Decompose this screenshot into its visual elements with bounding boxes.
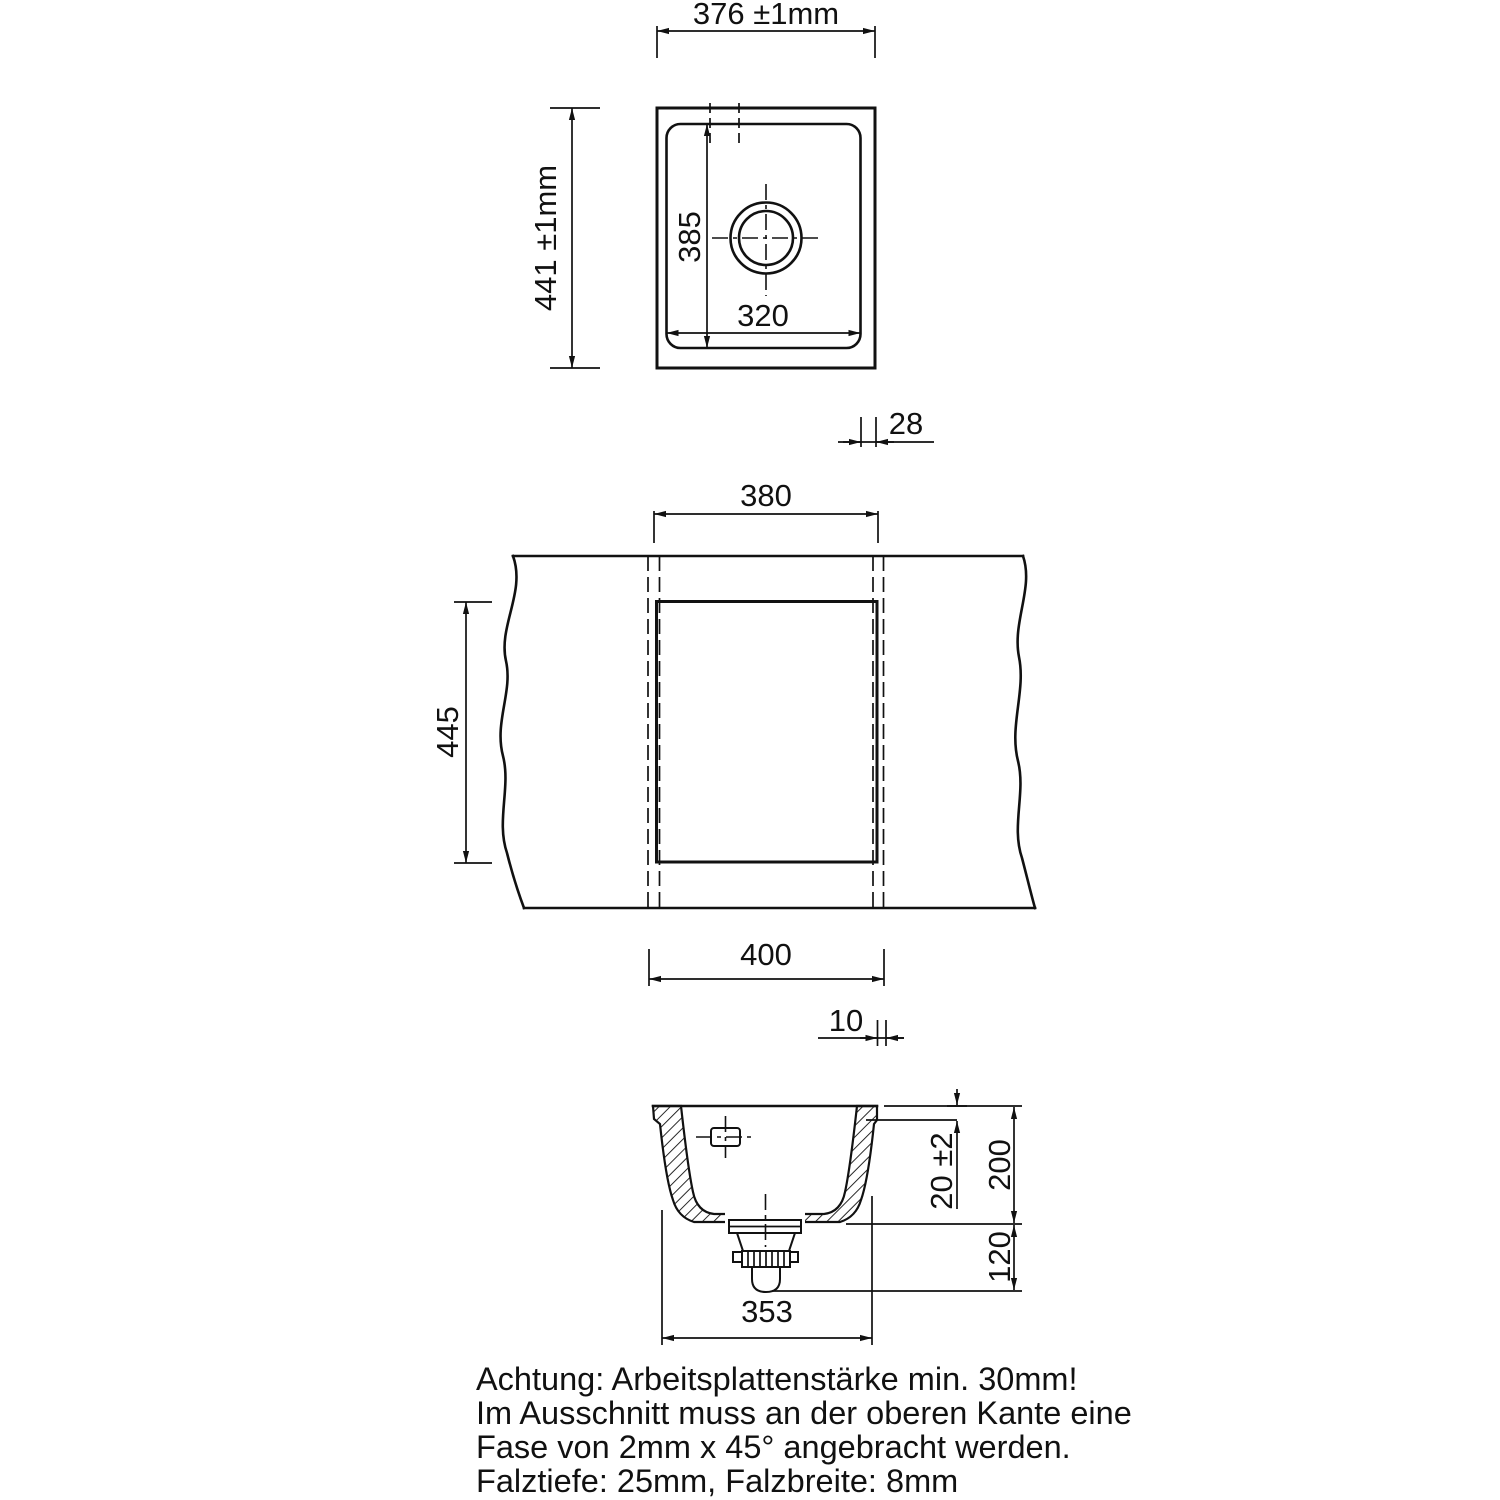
dim-bowl-depth-label: 200 <box>982 1139 1017 1191</box>
dim-overhang-label: 10 <box>828 1003 864 1038</box>
drain-nut-tab-left <box>733 1252 742 1262</box>
note-line-3: Fase von 2mm x 45° angebracht werden. <box>476 1429 1071 1465</box>
dim-rim-height-label: 20 ±2 <box>924 1132 959 1210</box>
dim-cutout-depth-label: 445 <box>430 706 465 758</box>
knurl-lines <box>748 1252 784 1266</box>
worktop-break-line-right <box>1015 556 1035 908</box>
dim-cutout-width-label: 380 <box>740 478 792 513</box>
dim-sink-width-label: 400 <box>740 937 792 972</box>
drain-assembly <box>725 1194 805 1292</box>
dim-base-width-label: 353 <box>741 1294 793 1329</box>
dim-overall-depth-label: 441 ±1mm <box>528 164 563 312</box>
cutout-outline <box>657 602 878 863</box>
dim-overall-width-label: 376 ±1mm <box>692 0 840 31</box>
dim-bowl-length-label: 385 <box>672 211 707 263</box>
top-view <box>528 0 934 447</box>
note-line-4: Falztiefe: 25mm, Falzbreite: 8mm <box>476 1463 959 1499</box>
notes-block <box>476 1361 1132 1499</box>
dim-rim-width-label: 28 <box>888 406 924 441</box>
dim-drain-height-label: 120 <box>982 1231 1017 1283</box>
note-line-1: Achtung: Arbeitsplattenstärke min. 30mm! <box>476 1361 1078 1397</box>
drain-tailpiece <box>752 1267 780 1292</box>
section-view <box>653 1089 1022 1345</box>
dim-bowl-width-label: 320 <box>737 298 789 333</box>
note-line-2: Im Ausschnitt muss an der oberen Kante eine <box>476 1395 1132 1431</box>
cutout-view <box>430 478 1035 1046</box>
worktop-break-line-left <box>501 556 524 908</box>
